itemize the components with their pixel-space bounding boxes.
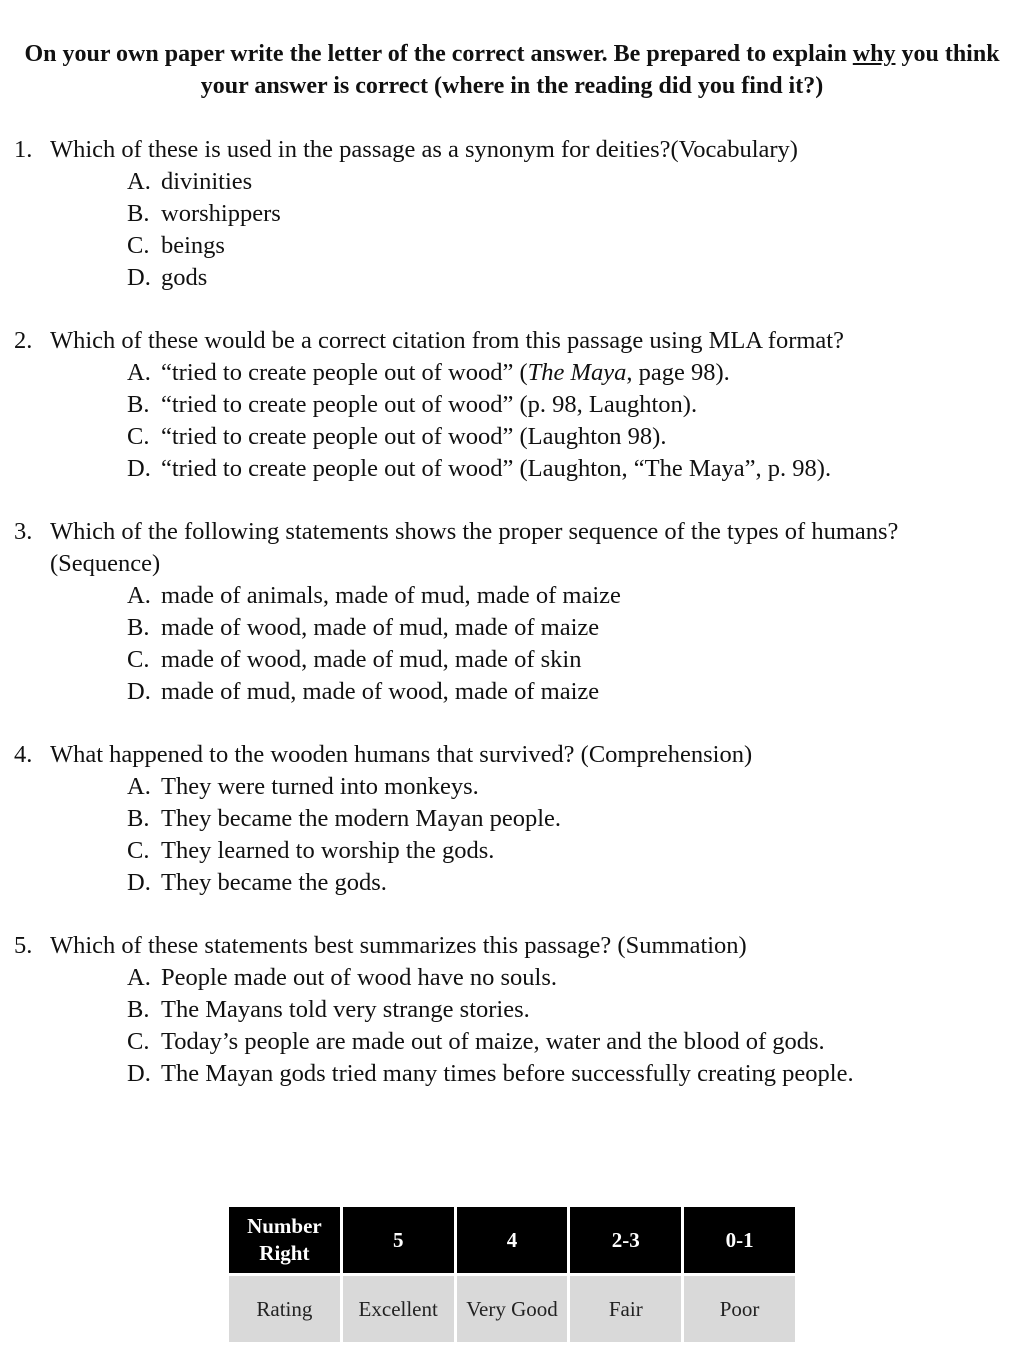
option-text: “tried to create people out of wood” (Laughton, “The Maya”, p. 98). [161, 455, 832, 482]
option-letter: A. [127, 168, 151, 195]
option-text: People made out of wood have no souls. [161, 964, 558, 991]
option-letter: B. [127, 200, 150, 227]
option-b [127, 803, 1004, 835]
option-letter: A. [127, 359, 151, 386]
option-d [127, 453, 1004, 485]
instructions [20, 38, 1004, 102]
option-text: “tried to create people out of wood” (p. 98, Laughton). [161, 391, 698, 418]
option-letter: A. [127, 582, 151, 609]
option-c [127, 421, 1004, 453]
question-number: 5. [14, 932, 33, 959]
question-5 [14, 930, 1004, 1090]
option-letter: C. [127, 232, 150, 259]
option-c [127, 835, 1004, 867]
rating-fair: Fair [570, 1276, 681, 1342]
option-a [127, 771, 1004, 803]
option-list [127, 962, 1004, 1090]
option-list [127, 357, 1004, 485]
question-text: What happened to the wooden humans that survived? (Comprehension) [50, 741, 753, 768]
option-text: made of mud, made of wood, made of maize [161, 678, 600, 705]
option-text: “tried to create people out of wood” (Laughton 98). [161, 423, 667, 450]
option-d [127, 676, 1004, 708]
rating-poor: Poor [684, 1276, 795, 1342]
option-text: The Mayan gods tried many times before successfully creating people. [161, 1060, 854, 1087]
question-stem [14, 516, 1004, 580]
question-stem [14, 134, 1004, 166]
option-letter: B. [127, 996, 150, 1023]
option-text: They learned to worship the gods. [161, 837, 495, 864]
option-b [127, 389, 1004, 421]
option-text: beings [161, 232, 225, 259]
question-3 [14, 516, 1004, 708]
option-letter: A. [127, 964, 151, 991]
option-text: They became the modern Mayan people. [161, 805, 562, 832]
question-number: 4. [14, 741, 33, 768]
option-letter: D. [127, 1060, 151, 1087]
header-score-4: 4 [457, 1207, 568, 1273]
question-text: Which of these statements best summarizes this passage? (Summation) [50, 932, 747, 959]
option-letter: D. [127, 264, 151, 291]
option-b [127, 994, 1004, 1026]
option-letter: D. [127, 455, 151, 482]
option-b [127, 198, 1004, 230]
option-d [127, 867, 1004, 899]
question-stem [14, 930, 1004, 962]
option-letter: A. [127, 773, 151, 800]
option-text: made of wood, made of mud, made of maize [161, 614, 600, 641]
question-4 [14, 739, 1004, 899]
header-score-5: 5 [343, 1207, 454, 1273]
option-letter: B. [127, 805, 150, 832]
option-c [127, 230, 1004, 262]
option-a [127, 357, 1004, 389]
citation-quote: “tried to create people out of wood” ( [161, 359, 528, 386]
option-list [127, 166, 1004, 294]
option-list [127, 580, 1004, 708]
option-c [127, 644, 1004, 676]
header-score-2-3: 2-3 [570, 1207, 681, 1273]
option-text: The Mayans told very strange stories. [161, 996, 530, 1023]
option-text: divinities [161, 168, 253, 195]
header-score-0-1: 0-1 [684, 1207, 795, 1273]
instructions-text-1: On your own paper write the letter of the correct answer. Be prepared to explain [24, 41, 853, 67]
rating-label: Rating [229, 1276, 340, 1342]
citation-page: , page 98). [626, 359, 730, 386]
question-text: Which of these would be a correct citation from this passage using MLA format? [50, 327, 844, 354]
score-table [226, 1204, 798, 1345]
option-a [127, 580, 1004, 612]
question-1 [14, 134, 1004, 294]
option-d [127, 1058, 1004, 1090]
option-letter: C. [127, 1028, 150, 1055]
question-number: 3. [14, 518, 33, 545]
option-letter: C. [127, 646, 150, 673]
question-number: 1. [14, 136, 33, 163]
score-rating-row [229, 1276, 795, 1342]
question-number: 2. [14, 327, 33, 354]
option-a [127, 962, 1004, 994]
option-text: They became the gods. [161, 869, 387, 896]
option-letter: B. [127, 614, 150, 641]
option-list [127, 771, 1004, 899]
header-number-right: Number Right [229, 1207, 340, 1273]
option-text [161, 357, 1004, 389]
instructions-text-2: you think your answer is correct (where in the reading did you find it?) [200, 41, 1000, 99]
option-text: made of animals, made of mud, made of maize [161, 582, 621, 609]
option-letter: D. [127, 869, 151, 896]
option-text: Today’s people are made out of maize, water and the blood of gods. [161, 1028, 825, 1055]
option-letter: C. [127, 837, 150, 864]
option-c [127, 1026, 1004, 1058]
option-letter: B. [127, 391, 150, 418]
question-stem [14, 739, 1004, 771]
question-stem [14, 325, 1004, 357]
rating-excellent: Excellent [343, 1276, 454, 1342]
option-text: gods [161, 264, 208, 291]
option-text: made of wood, made of mud, made of skin [161, 646, 582, 673]
score-header-row [229, 1207, 795, 1273]
option-text: worshippers [161, 200, 281, 227]
question-text: Which of these is used in the passage as a synonym for deities?(Vocabulary) [50, 136, 798, 163]
option-d [127, 262, 1004, 294]
citation-title: The Maya [527, 359, 627, 386]
question-text: Which of the following statements shows the proper sequence of the types of humans? (Sequence) [50, 518, 899, 577]
instructions-emphasis: why [852, 41, 896, 67]
rating-very-good: Very Good [457, 1276, 568, 1342]
question-2 [14, 325, 1004, 485]
option-text: They were turned into monkeys. [161, 773, 479, 800]
option-letter: C. [127, 423, 150, 450]
option-b [127, 612, 1004, 644]
option-a [127, 166, 1004, 198]
option-letter: D. [127, 678, 151, 705]
